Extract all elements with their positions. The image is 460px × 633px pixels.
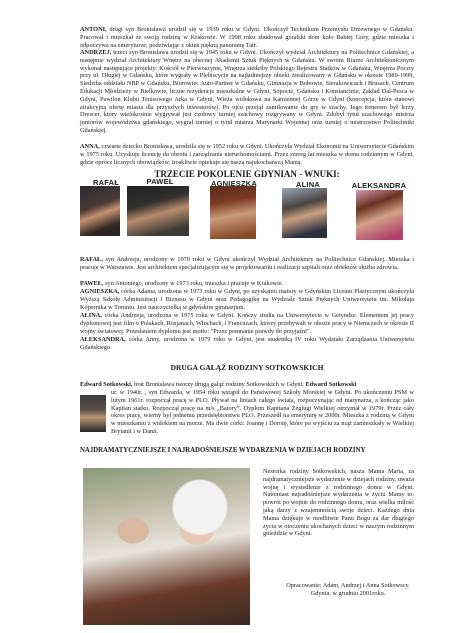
name-andrzej: ANDRZEJ,: [80, 49, 112, 56]
photo-agnieszka: [210, 186, 256, 239]
name-rafal: RAFAŁ,: [80, 256, 103, 263]
text-anna: czwarte dziecko Bronisława, urodziła się w 1952 roku w Gdyni. Ukończyła Wydział Ekonomii na Uniwersytecie Gdańskim w 1975 roku. Uzyskuje licencję do obrotu i zarządzania nieruchomościami. Przez szereg lat mieszka w domu rodzinnym w Gdyni, gdzie oprócz licznych obowiązków, troskliwie opiekuje się naszą najukochańszą Mamą.: [80, 143, 414, 166]
paragraph-pawel: [80, 280, 414, 288]
text-rafal: syn Andrzeja, urodzony w 1970 roku w Gdyni ukończył Wydział Architektury na Politechnice Gdańskiej. Mieszka i pracuje w Warszawie. Jest architektem specjalizującym się w projektowaniu i realizacji szpitali oraz obiektów służba zdrowia.: [80, 256, 414, 271]
name-aleksandra: ALEKSANDRA,: [80, 336, 126, 343]
name-edward: Edward Sotkowski,: [80, 381, 133, 388]
paragraph-antoni: [80, 26, 414, 49]
text-pawel: syn Antoniego, urodzony w 1973 roku, mieszka i pracuje w Krakowie.: [105, 280, 284, 287]
label-rafal: RAFAŁ: [93, 178, 119, 187]
credits-line-2: Gdynia, w grudniu 2001roku.: [310, 589, 386, 597]
label-aleksandra: ALEKSANDRA: [351, 181, 407, 190]
credits-line-1: Opracowanie: Adam, Andrzej i Anna Sotkowscy.: [286, 582, 410, 589]
paragraph-agnieszka: [80, 288, 414, 311]
credits: [282, 582, 414, 598]
paragraph-events: [263, 468, 414, 538]
name-edward-2: Edward Sotkowski: [305, 381, 357, 388]
paragraph-edward-body: [111, 389, 414, 436]
photo-pawel: [127, 186, 189, 236]
name-pawel: PAWEŁ,: [80, 280, 104, 287]
name-anna: ANNA,: [80, 143, 100, 150]
photo-edward: [80, 395, 106, 432]
label-agnieszka: AGNIESZKA: [211, 179, 257, 188]
photo-rafal: [80, 186, 120, 236]
text-aleksandra: córka Anny, urodzona w 1979 roku w Gdyni, jest studentką IV roku Wydziału Zarządzania Uniwersytetu Gdańskiego.: [80, 336, 414, 351]
text-events: Nestorka rodziny Sotkowskich, nasza Mama Maria, za najdramatyczniejsze wydarzenie w dziejach rodziny, uważa wojnę i wysiedlenie z rodzinnego domu w Gdyni. Natomiast najradośniejsze wydarzenia w życiu Mamy to: powrót po wojnie do rodzinnego domu, oraz wielka miłość jaką darzy z wzajemnością swoje dzieci. Każdego dnia Mama dziękuje w modlitwie Panu Bogu za dar długiego życia w otoczeniu ukochanych dzieci w naszym rodzinnym gnieździe w Gdyni.: [263, 468, 414, 538]
name-alina: ALINA,: [80, 312, 102, 319]
paragraph-alina: [80, 312, 414, 335]
generation-heading: TRZECIE POKOLENIE GDYNIAN - WNUKI:: [154, 169, 340, 179]
label-pawel: PAWEŁ: [146, 177, 174, 186]
name-antoni: ANTONI,: [80, 26, 107, 33]
paragraph-edward-intro: [80, 381, 414, 389]
text-edward-intro: brat Bronisława tworzy drugą gałąź rodziny Sotkowskich w Gdyni.: [134, 381, 304, 388]
family-photo: [83, 468, 250, 625]
text-andrzej: trzeci syn Bronisława urodził się w 1945 roku w Gdyni. Ukończył wydział Architektury na Politechnice Gdańskiej, a następnie wydział Architektury Wnętrz na obecnej Akademii Sztuk Pięknych w Gdańsku. W swoim Biurze Architektonicznym wykonał następujące projekty: Kościół w Pierwoszynie, Wnętrza siedziby Polskiego Rejestru Statków w Gdańsku, Wnętrza Poczty przy ul. Długiej w Gdańsku, które wygrały w Plebiscycie na najładniejszy obiekt zrealizowany w Gdańsku w okresie 1989-1999, Siedziba oddziału NBP w Gdańsku, Biurowiec Auto-Partner w Gdańsku, Gimnazja w Bobowie, Sierakowicach i Brusach, Centrum Edukacji Młodzieży w Bielkowie, liczne rezydencje mieszkalne w Gdyni, Sopocie, Gdańsku i Konstancinie, Zakład Dal-Pesca w Gdyni, Pawilon Klubu Tenisowego Arka w Gdyni, Wieża widokowa na Kamiennej Górze w Gdyni (koncepcja, która stanowi atrakcyjną ofertę miasta dla przyszłych inwestorów). Po ojcu przejął zamiłowanie do gry w szachy. Jego trenerem był Jerzy Drescer, który wielokrotnie wygrywał jest czołowy turniej szachowy rozgrywany w Gdyni. Zdobył tytuł szachowego mistrza juniorów województwa gdańskiego, wygrał turniej o tytuł mistrza Marynarki Wojennej oraz turniej o mistrzostwo Politechniki Gdańskiej.: [80, 49, 415, 134]
photo-alina: [282, 188, 327, 238]
label-alina: ALINA: [296, 180, 320, 189]
text-alina: córka Andrzeja, urodzona w 1975 roku w Gdyni. Kończy studia na Uniwersytecie w Getyndze. Elementem jej pracy dyplomowej jest film o Polakach, Rosjanach, Włochach, i Francuzach, którzy przebywali w obozie pracy w Niemczech w okresie II wojny światowej. Przesłaniem dyplomu jest motto: "Przez pomnanie prawdy do przyjaźni".: [80, 312, 414, 335]
text-edward-body: ur. w 1940r. , syn Edwarda, w 1954 roku wstąpił do Państwowej Szkoły Morskiej w Gdyni. Po ukończeniu PSM w lutym 1961r. rozpoczął pracę w PLO. Pływał na liniach całego świata, rozpoczynając od marynarza, a kończąc jako Kapitan statku. Rozpoczął pracę na m/s „Batory”. Dyplom Kapitana Żeglugi Wielkiej otrzymał w 1979r. Przez cały okres pracy, wierny był jednemu przedsiębiorstwu PLO. Przeszedł na emeryturę w 2000r. Mieszka z rodziną w Gdyni w mieszkaniu z widokiem na morze. Ma dwie córki: Joannę i Dorotę, które po wyjściu za mąż zamieszkały w Wielkiej Brytanii i w Danii.: [111, 389, 414, 435]
photo-aleksandra: [356, 190, 403, 240]
paragraph-andrzej: [80, 49, 414, 135]
paragraph-rafal: [80, 256, 414, 272]
events-heading: NAJDRAMATYCZNIEJSZE I NAJRADOŚNIEJSZE WYDARZENIA W DZIEJACH RODZINY: [80, 447, 366, 454]
paragraph-aleksandra: [80, 336, 414, 352]
branch-heading: DRUGA GAŁĄŹ RODZINY SOTKOWSKICH: [170, 363, 324, 372]
paragraph-anna: [80, 143, 414, 166]
text-agnieszka: córka Adama, urodzona w 1973 roku w Gdyni, po uzyskaniu matury w Gdyńskim Liceum Plastycznym ukończyła Wyższą Szkołę Administracji i Biznesu w Gdyni oraz Pedagogikę na Wydziale Sztuk Pięknych Uniwersytetu im. Mikołaja Kopernika w Toruniu. Jest nauczycielką w gdyńskim gimnazjum.: [80, 288, 414, 311]
text-antoni: drugi syn Bronisława urodził się w 1939 roku w Gdyni. Ukończył Technikum Przemysłu Drzewnego w Gdańsku. Pracował i mieszkał ze swoją rodziną w Krakowie. W 1998 roku zbudował góralski dom koło Babiej Góry, gdzie mieszka i odpoczywa na emeryturze, podziwiając z okien piękną panoramę Tatr.: [80, 26, 415, 49]
name-agnieszka: AGNIESZKA,: [80, 288, 120, 295]
